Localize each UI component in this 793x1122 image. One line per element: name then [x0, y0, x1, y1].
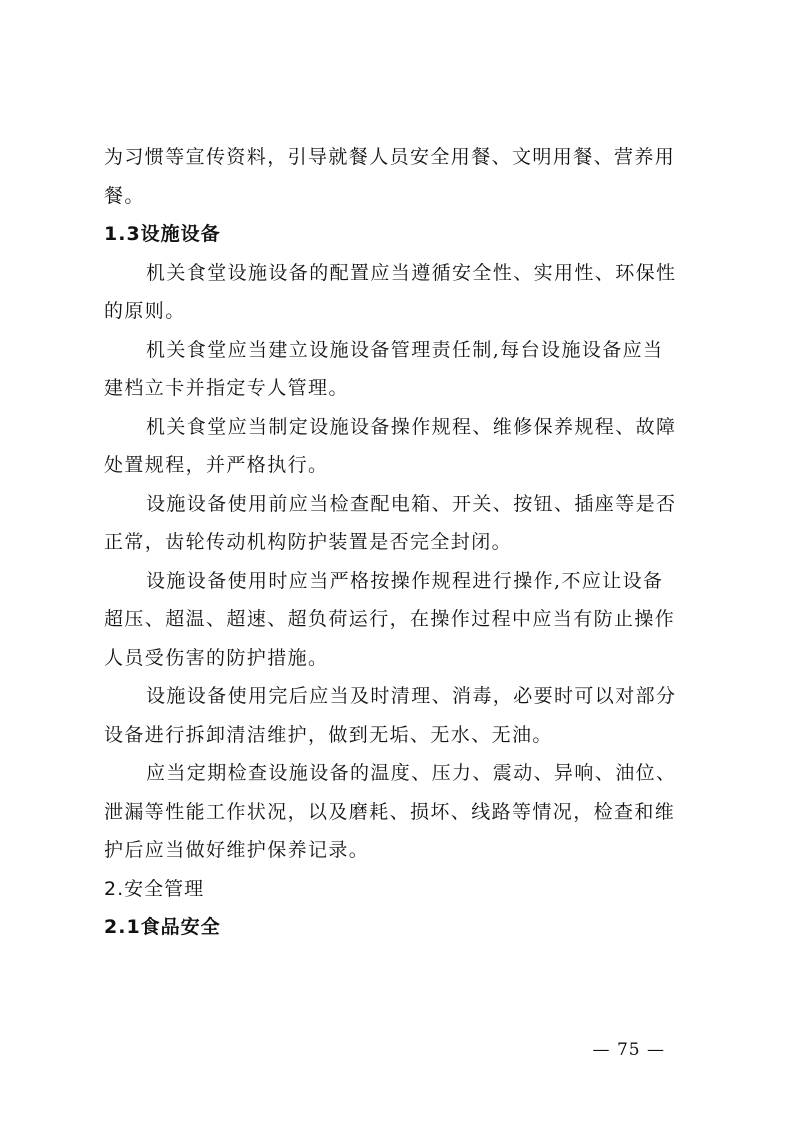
paragraph-line: 应当定期检查设施设备的温度、压力、震动、异响、油位、 — [146, 762, 677, 784]
paragraph-line: 的原则。 — [104, 300, 186, 322]
page-number: — 75 — — [592, 1040, 665, 1060]
paragraph-line: 设施设备使用时应当严格按操作规程进行操作,不应让设备 — [146, 569, 664, 592]
paragraph-line: 机关食堂应当制定设施设备操作规程、维修保养规程、故障 — [146, 415, 677, 438]
paragraph-line: 泄漏等性能工作状况，以及磨耗、损坏、线路等情况，检查和维 — [104, 800, 676, 823]
paragraph-line: 机关食堂设施设备的配置应当遵循安全性、实用性、环保性 — [146, 261, 677, 284]
paragraph-line: 正常，齿轮传动机构防护装置是否完全封闭。 — [104, 531, 513, 553]
paragraph-line: 处置规程，并严格执行。 — [104, 454, 329, 476]
section-heading-1-3: 1.3设施设备 — [104, 223, 221, 245]
paragraph-line: 设施设备使用前应当检查配电箱、开关、按钮、插座等是否 — [146, 492, 677, 515]
document-body — [104, 138, 694, 947]
paragraph-line: 人员受伤害的防护措施。 — [104, 646, 329, 669]
paragraph-line: 餐。 — [104, 184, 145, 207]
paragraph-line: 为习惯等宣传资料，引导就餐人员安全用餐、文明用餐、营养用 — [104, 146, 676, 168]
paragraph-line: 护后应当做好维护保养记录。 — [104, 839, 370, 861]
paragraph-line: 设备进行拆卸清洁维护，做到无垢、无水、无油。 — [104, 723, 553, 746]
paragraph-line: 设施设备使用完后应当及时清理、消毒，必要时可以对部分 — [146, 685, 677, 707]
section-heading-2-1: 2.1食品安全 — [104, 916, 221, 938]
paragraph-line: 超压、超温、超速、超负荷运行，在操作过程中应当有防止操作 — [104, 608, 676, 630]
paragraph-line: 建档立卡并指定专人管理。 — [104, 377, 349, 399]
section-heading-2: 2.安全管理 — [104, 877, 205, 900]
paragraph-line: 机关食堂应当建立设施设备管理责任制,每台设施设备应当 — [146, 338, 664, 361]
